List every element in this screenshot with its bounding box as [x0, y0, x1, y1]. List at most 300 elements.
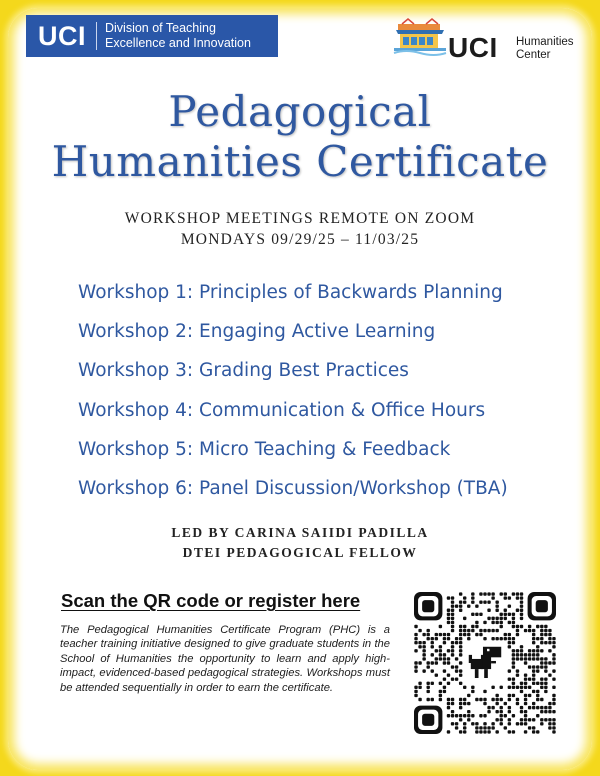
qr-module — [426, 682, 429, 685]
qr-module — [471, 596, 474, 599]
qr-module — [414, 641, 417, 644]
qr-module — [540, 682, 543, 685]
qr-module — [459, 637, 462, 640]
qr-module — [471, 613, 474, 616]
qr-module — [479, 730, 482, 733]
qr-module — [528, 678, 531, 681]
qr-module — [504, 726, 507, 729]
qr-module — [508, 613, 511, 616]
qr-module — [524, 722, 527, 725]
qr-module — [471, 600, 474, 603]
dtei-logo-text — [105, 21, 251, 51]
qr-module — [471, 625, 474, 628]
qr-module — [439, 682, 442, 685]
qr-module — [487, 592, 490, 595]
qr-module — [487, 730, 490, 733]
qr-module — [524, 682, 527, 685]
qr-module — [548, 661, 551, 664]
qr-module — [463, 730, 466, 733]
qr-module — [540, 657, 543, 660]
qr-module — [479, 726, 482, 729]
qr-module — [439, 653, 442, 656]
qr-module — [459, 625, 462, 628]
qr-module — [524, 702, 527, 705]
qr-module — [520, 604, 523, 607]
qr-module — [520, 600, 523, 603]
qr-module — [455, 722, 458, 725]
qr-module — [536, 669, 539, 672]
qr-module — [487, 617, 490, 620]
qr-module — [516, 592, 519, 595]
qr-module — [439, 645, 442, 648]
qr-module — [504, 637, 507, 640]
qr-module — [524, 698, 527, 701]
qr-module — [459, 629, 462, 632]
qr-module — [426, 637, 429, 640]
qr-module — [467, 702, 470, 705]
qr-module — [520, 657, 523, 660]
qr-module — [512, 661, 515, 664]
qr-module — [504, 617, 507, 620]
qr-module — [487, 706, 490, 709]
qr-module — [504, 702, 507, 705]
qr-module — [483, 637, 486, 640]
qr-module — [500, 617, 503, 620]
qr-module — [426, 690, 429, 693]
qr-module — [447, 633, 450, 636]
qr-module — [512, 641, 515, 644]
qr-module — [491, 617, 494, 620]
qr-module — [431, 682, 434, 685]
qr-module — [463, 600, 466, 603]
qr-module — [528, 706, 531, 709]
qr-module — [532, 669, 535, 672]
qr-module — [479, 633, 482, 636]
qr-module — [508, 669, 511, 672]
qr-module — [532, 690, 535, 693]
qr-module — [528, 718, 531, 721]
qr-module — [528, 686, 531, 689]
qr-module — [455, 657, 458, 660]
qr-module — [467, 604, 470, 607]
qr-module — [447, 609, 450, 612]
qr-module — [500, 722, 503, 725]
qr-module — [552, 718, 555, 721]
qr-module — [463, 625, 466, 628]
qr-module — [532, 633, 535, 636]
workshop-item: Workshop 4: Communication & Office Hours — [78, 399, 486, 421]
qr-module — [447, 714, 450, 717]
qr-module — [443, 661, 446, 664]
qr-module — [548, 722, 551, 725]
qr-module — [524, 714, 527, 717]
qr-module — [447, 657, 450, 660]
qr-module — [532, 718, 535, 721]
humanities-building-icon — [392, 18, 448, 58]
qr-module — [544, 669, 547, 672]
qr-module — [524, 718, 527, 721]
qr-module — [512, 686, 515, 689]
qr-module — [475, 730, 478, 733]
qr-module — [516, 669, 519, 672]
qr-module — [443, 633, 446, 636]
qr-module — [414, 665, 417, 668]
qr-module — [520, 617, 523, 620]
qr-module — [439, 649, 442, 652]
qr-module — [467, 714, 470, 717]
qr-module — [471, 686, 474, 689]
leader-name: LED BY CARINA SAIIDI PADILLA — [171, 525, 429, 540]
qr-module — [467, 694, 470, 697]
qr-module — [451, 710, 454, 713]
qr-module — [544, 657, 547, 660]
qr-module — [520, 722, 523, 725]
qr-module — [483, 592, 486, 595]
qr-module — [532, 730, 535, 733]
qr-module — [495, 730, 498, 733]
qr-module — [487, 629, 490, 632]
qr-module — [463, 722, 466, 725]
qr-module — [422, 653, 425, 656]
meeting-location: WORKSHOP MEETINGS REMOTE ON ZOOM — [124, 210, 476, 227]
qr-module — [455, 637, 458, 640]
qr-module — [495, 629, 498, 632]
qr-module — [447, 673, 450, 676]
qr-module — [455, 714, 458, 717]
qr-module — [451, 600, 454, 603]
page-title-line2: Humanities Certificate — [51, 137, 549, 186]
qr-module — [540, 678, 543, 681]
qr-module — [463, 633, 466, 636]
qr-module — [512, 682, 515, 685]
qr-module — [471, 714, 474, 717]
qr-module — [435, 649, 438, 652]
qr-module — [540, 641, 543, 644]
qr-module — [426, 633, 429, 636]
qr-module — [508, 718, 511, 721]
dtei-logo[interactable] — [26, 15, 278, 57]
qr-module — [435, 633, 438, 636]
qr-module — [520, 649, 523, 652]
qr-module — [447, 698, 450, 701]
qr-module — [532, 682, 535, 685]
qr-module — [504, 613, 507, 616]
qr-module — [463, 714, 466, 717]
qr-module — [536, 665, 539, 668]
qr-module — [540, 698, 543, 701]
qr-module — [479, 600, 482, 603]
flyer-page — [8, 8, 592, 770]
qr-module — [451, 617, 454, 620]
register-link[interactable]: Scan the QR code or register here — [61, 590, 361, 611]
qr-module — [459, 669, 462, 672]
qr-module — [520, 690, 523, 693]
qr-module — [548, 637, 551, 640]
qr-module — [520, 645, 523, 648]
qr-finder-top-left — [414, 592, 442, 620]
qr-module — [524, 673, 527, 676]
qr-module — [431, 661, 434, 664]
qr-module — [544, 686, 547, 689]
qr-module — [459, 633, 462, 636]
qr-module — [451, 629, 454, 632]
qr-module — [431, 641, 434, 644]
qr-module — [536, 625, 539, 628]
qr-module — [451, 678, 454, 681]
qr-module — [483, 698, 486, 701]
qr-module — [528, 625, 531, 628]
qr-module — [483, 621, 486, 624]
qr-module — [512, 617, 515, 620]
qr-module — [536, 694, 539, 697]
qr-module — [524, 678, 527, 681]
qr-module — [552, 722, 555, 725]
qr-module — [455, 641, 458, 644]
qr-module — [459, 609, 462, 612]
qr-module — [447, 682, 450, 685]
qr-module — [463, 596, 466, 599]
qr-module — [495, 621, 498, 624]
qr-module — [447, 637, 450, 640]
qr-module — [483, 629, 486, 632]
qr-module — [435, 661, 438, 664]
qr-module — [459, 641, 462, 644]
qr-module — [532, 653, 535, 656]
qr-module — [544, 633, 547, 636]
qr-module — [483, 722, 486, 725]
qr-module — [520, 625, 523, 628]
qr-module — [435, 673, 438, 676]
qr-module — [459, 702, 462, 705]
qr-module — [520, 718, 523, 721]
qr-module — [495, 694, 498, 697]
qr-module — [422, 657, 425, 660]
qr-module — [516, 657, 519, 660]
qr-module — [455, 678, 458, 681]
qr-module — [426, 661, 429, 664]
qr-module — [536, 637, 539, 640]
qr-module — [512, 621, 515, 624]
qr-module — [544, 706, 547, 709]
workshop-item: Workshop 2: Engaging Active Learning — [78, 321, 436, 343]
qr-module — [451, 609, 454, 612]
qr-module — [512, 625, 515, 628]
qr-module — [443, 641, 446, 644]
qr-module — [548, 641, 551, 644]
qr-module — [540, 710, 543, 713]
qr-module — [548, 718, 551, 721]
qr-module — [471, 690, 474, 693]
qr-module — [451, 604, 454, 607]
qr-module — [508, 686, 511, 689]
qr-module — [552, 694, 555, 697]
qr-module — [439, 694, 442, 697]
qr-module — [552, 653, 555, 656]
dtei-logo-abbr: UCI — [38, 20, 86, 51]
qr-module — [544, 718, 547, 721]
qr-module — [447, 649, 450, 652]
qr-module — [508, 710, 511, 713]
qr-module — [459, 600, 462, 603]
qr-module — [548, 702, 551, 705]
qr-module — [508, 604, 511, 607]
qr-module — [532, 629, 535, 632]
qr-module — [552, 678, 555, 681]
qr-module — [544, 690, 547, 693]
qr-module — [443, 690, 446, 693]
qr-module — [414, 694, 417, 697]
qr-module — [459, 645, 462, 648]
qr-module — [447, 621, 450, 624]
qr-module — [552, 730, 555, 733]
qr-module — [532, 649, 535, 652]
qr-module — [516, 698, 519, 701]
qr-module — [532, 678, 535, 681]
qr-module — [536, 682, 539, 685]
qr-module — [431, 669, 434, 672]
qr-module — [552, 710, 555, 713]
qr-module — [516, 625, 519, 628]
qr-module — [552, 637, 555, 640]
qr-module — [439, 633, 442, 636]
qr-module — [536, 657, 539, 660]
qr-module — [540, 706, 543, 709]
qr-module — [451, 714, 454, 717]
qr-module — [447, 613, 450, 616]
qr-module — [540, 629, 543, 632]
qr-module — [475, 722, 478, 725]
qr-module — [536, 690, 539, 693]
qr-module — [455, 604, 458, 607]
meeting-dates: MONDAYS 09/29/25 – 11/03/25 — [180, 231, 420, 248]
qr-module — [536, 714, 539, 717]
qr-module — [512, 649, 515, 652]
qr-module — [414, 625, 417, 628]
qr-module — [540, 665, 543, 668]
qr-module — [536, 653, 539, 656]
qr-module — [495, 710, 498, 713]
qr-module — [459, 661, 462, 664]
qr-module — [528, 694, 531, 697]
dtei-logo-divider — [96, 22, 97, 50]
qr-module — [459, 682, 462, 685]
qr-module — [459, 673, 462, 676]
qr-module — [414, 669, 417, 672]
qr-module — [536, 645, 539, 648]
qr-module — [491, 596, 494, 599]
qr-module — [532, 665, 535, 668]
qr-module — [520, 613, 523, 616]
qr-module — [443, 637, 446, 640]
qr-module — [512, 657, 515, 660]
qr-module — [487, 710, 490, 713]
qr-module — [463, 698, 466, 701]
qr-module — [500, 710, 503, 713]
qr-module — [544, 629, 547, 632]
qr-module — [414, 661, 417, 664]
qr-module — [552, 661, 555, 664]
hc-logo-line2: Center — [516, 49, 551, 61]
qr-module — [459, 649, 462, 652]
qr-module — [552, 698, 555, 701]
qr-module — [418, 698, 421, 701]
qr-module — [431, 637, 434, 640]
qr-module — [431, 645, 434, 648]
qr-module — [483, 726, 486, 729]
qr-module — [443, 657, 446, 660]
qr-module — [500, 706, 503, 709]
qr-module — [443, 678, 446, 681]
qr-module — [495, 702, 498, 705]
qr-module — [495, 609, 498, 612]
qr-module — [520, 653, 523, 656]
qr-module — [524, 694, 527, 697]
qr-module — [414, 686, 417, 689]
qr-module — [520, 686, 523, 689]
qr-module — [516, 722, 519, 725]
qr-module — [491, 706, 494, 709]
qr-module — [500, 686, 503, 689]
qr-module — [495, 617, 498, 620]
qr-module — [435, 637, 438, 640]
qr-module — [483, 714, 486, 717]
qr-module — [483, 690, 486, 693]
qr-module — [512, 613, 515, 616]
qr-module — [463, 629, 466, 632]
qr-module — [528, 726, 531, 729]
qr-module — [463, 726, 466, 729]
qr-module — [451, 596, 454, 599]
qr-module — [552, 669, 555, 672]
qr-module — [540, 718, 543, 721]
qr-module — [532, 673, 535, 676]
qr-module — [516, 609, 519, 612]
qr-module — [516, 673, 519, 676]
qr-module — [532, 702, 535, 705]
qr-module — [528, 629, 531, 632]
qr-module — [443, 653, 446, 656]
qr-module — [552, 686, 555, 689]
qr-module — [520, 682, 523, 685]
qr-module — [524, 629, 527, 632]
qr-module — [548, 710, 551, 713]
qr-code-icon[interactable] — [414, 592, 556, 734]
qr-module — [479, 714, 482, 717]
qr-module — [447, 706, 450, 709]
qr-module — [418, 686, 421, 689]
qr-module — [431, 653, 434, 656]
qr-module — [451, 722, 454, 725]
qr-module — [447, 702, 450, 705]
qr-module — [483, 600, 486, 603]
qr-module — [532, 657, 535, 660]
hc-logo-text — [516, 36, 574, 62]
qr-module — [451, 649, 454, 652]
qr-module — [479, 698, 482, 701]
qr-module — [536, 706, 539, 709]
qr-module — [439, 657, 442, 660]
humanities-center-logo[interactable] — [392, 16, 582, 66]
qr-module — [483, 730, 486, 733]
qr-module — [508, 645, 511, 648]
qr-module — [508, 596, 511, 599]
qr-module — [471, 722, 474, 725]
qr-module — [536, 730, 539, 733]
qr-module — [532, 637, 535, 640]
qr-module — [467, 629, 470, 632]
qr-module — [500, 613, 503, 616]
dtei-logo-line1: Division of Teaching — [105, 21, 216, 35]
